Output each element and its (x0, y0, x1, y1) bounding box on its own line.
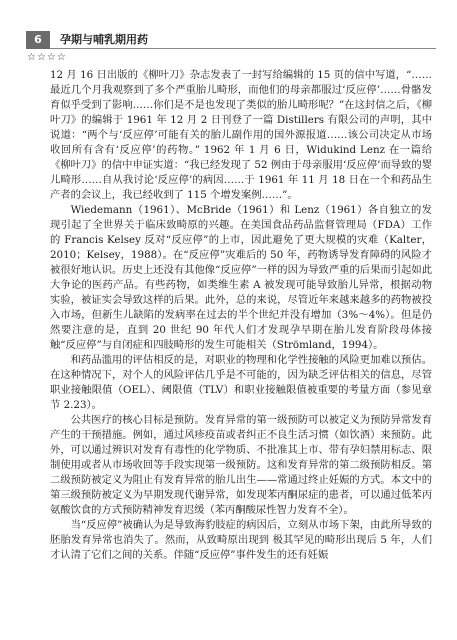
header-rule (50, 48, 436, 49)
star-rating-icon: ☆☆☆☆ (27, 52, 67, 63)
running-title: 孕期与哺乳期用药 (60, 33, 148, 46)
paragraph-3: 和药品滥用的评估相反的是，对职业的物理和化学性接触的风险更加难以预估。在这种情况下，对个人的风险评估几乎是不可能的，因为缺乏评估相关的信息，尽管职业接触限值（OEL）、阈限值（TLV）和职业接触限值被重要的考量方面（参见章节 2.23）。 (50, 354, 432, 411)
body-text (50, 68, 432, 563)
page-header (26, 31, 436, 49)
paragraph-1: 12 月 16 日出版的《柳叶刀》杂志发表了一封写给编辑的 15 页的信中写道，“……最近几个月我观察到了多个严重胎儿畸形，而他们的母亲都服过‘反应停’……骨骼发育似乎受到了影响……你们是不是也发现了类似的胎儿畸形呢？”在这封信之后，《柳叶刀》的编辑于 1961 年 12 月 2 日刊登了一篇 Distillers 有限公司的声明，其中说道：“两个与‘反应停’可能有关的胎儿副作用的国外源报道……该公司决定从市场收回所有含有‘反应停’的药物。” 1962 年 1 月 6 日，Widukind Lenz 在一篇给《柳叶刀》的信中申证实道：“我已经发现了 52 例由于母亲服用‘反应停’而导致的婴儿畸形……自从我讨论‘反应停’的病因……于 1961 年 11 月 18 日在一个和药品生产者的会议上，我已经收到了 115 个增发案例……”。 (50, 69, 432, 201)
paragraph-2: Wiedemann（1961）、McBride（1961）和 Lenz（1961）各自独立的发现引起了全世界关于临床致畸原的兴趣。在美国食品药品监督管理局（FDA）工作的 Francis Kelsey 反对“反应停”的上市，因此避免了更大规模的灾难（Kalter，2010；Kelsey，1988）。在“反应停”灾难后的 50 年，药物诱导发育障碍的风险才被很好地认识。历史上还没有其他像“反应停”一样的因为导致严重的后果而引起如此大争论的医药产品。有些药物，如类维生素 A 被发现可能导致胎儿异常，根据动物实验，被证实会导致这样的后果。此外，总的来说，尽管近年来越来越多的药物被投入市场，但新生儿缺陷的发病率在过去的半个世纪并没有增加（3%～4%）。但是仍然要注意的是，直到 20 世纪 90 年代人们才发现孕早期在胎儿发育阶段母体接触“反应停”与自闭症和四肢畸形的发生可能相关（Strömland，1994）。 (50, 204, 432, 351)
paragraph-5: 当“反应停”被确认为是导致海豹肢症的病因后，立刻从市场下架，由此所导致的胚胎发育异常也消失了。然而，从致畸原出现到 极其罕见的畸形出现后 5 年，人们才认清了它们之间的关系。伴随“反应停”事件发生的还有妊娠 (50, 519, 432, 561)
page-number: 6 (26, 31, 50, 49)
paragraph-4: 公共医疗的核心目标是预防。发育异常的第一级预防可以被定义为预防异常发育产生的干预措施。例如，通过风疹疫苗或者纠正不良生活习惯（如饮酒）来预防。此外，可以通过辨识对发育有毒性的化学物质、不批准其上市、带有孕妇禁用标志、限制使用或者从市场收回等手段实现第一级预防。这和发育异常的第二级预防相反。第二级预防被定义为阻止有发育异常的胎儿出生——常通过终止妊娠的方式。本文中的第三级预防被定义为早期发现代谢异常，如发现苯丙酮尿症的患者，可以通过低苯丙氨酸饮食的方式预防精神发育迟缓（苯丙酮酸尿性智力发育不全）。 (50, 414, 432, 516)
